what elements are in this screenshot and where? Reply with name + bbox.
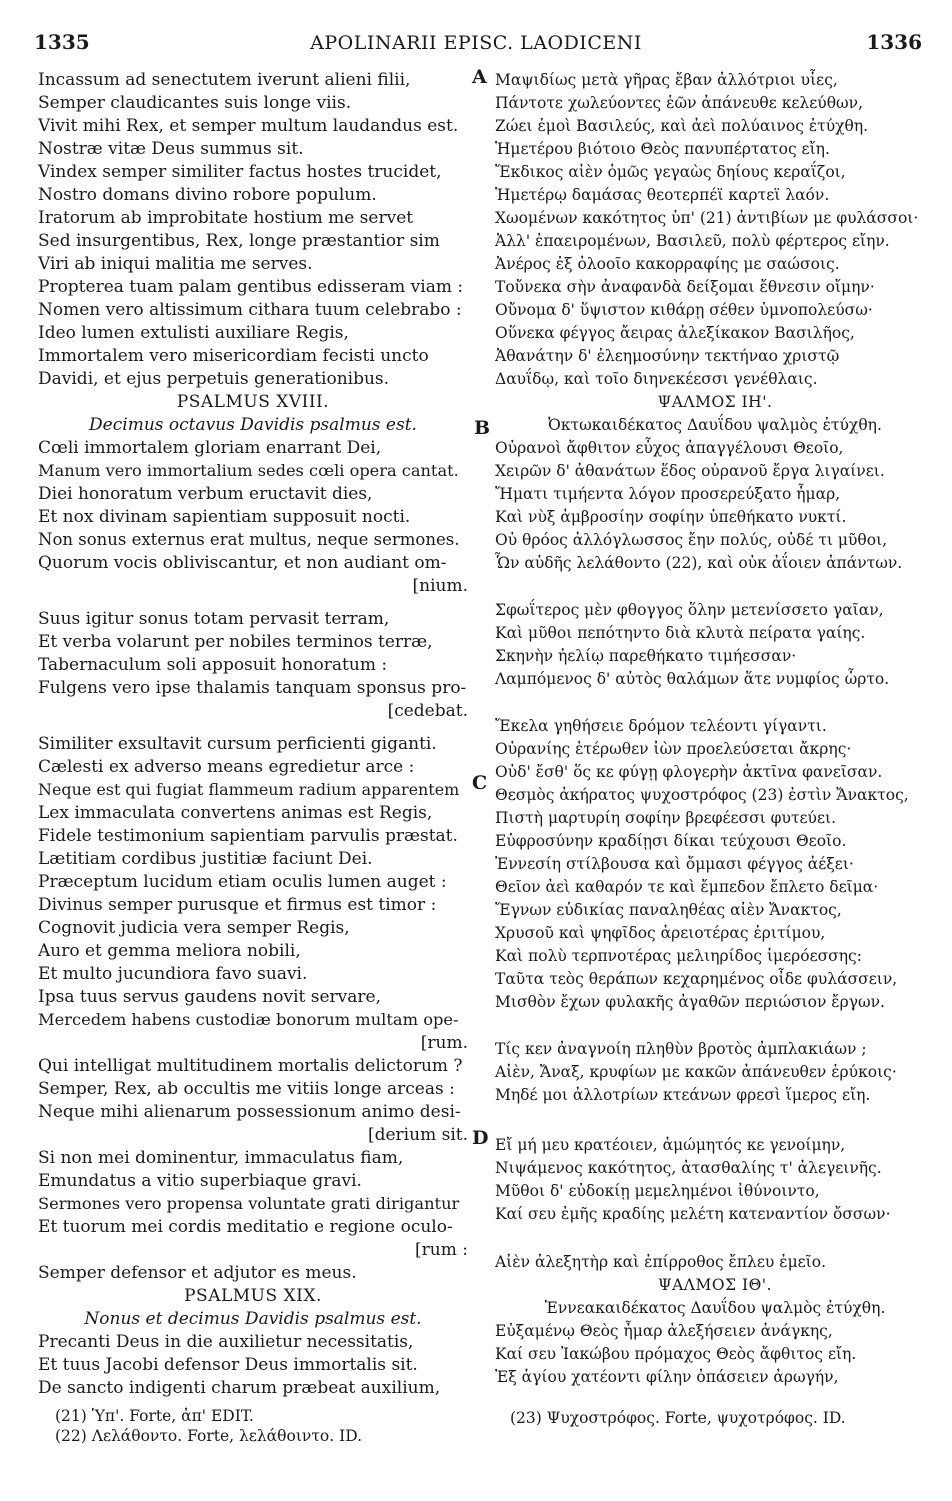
latin-line: Cognovit judicia vera semper Regis, bbox=[38, 918, 350, 938]
greek-line: Εὐφροσύνην κραδίῃσι δίκαι τεύχουσι Θεοῖο. bbox=[495, 832, 847, 850]
latin-line: De sancto indigenti charum præbeat auxilium, bbox=[38, 1378, 441, 1398]
greek-line: Σκηνὴν ἠελίῳ παρεθήκατο τιμήεσσαν· bbox=[495, 647, 797, 665]
greek-line: Ἤματι τιμήεντα λόγον προσερεύξατο ἦμαρ, bbox=[495, 485, 841, 503]
latin-line: Vivit mihi Rex, et semper multum laudandus est. bbox=[38, 116, 459, 136]
greek-line: Ἀθανάτην δ' ἐλεημοσύνην τεκτήναο χριστῷ bbox=[495, 347, 840, 365]
latin-line: Lætitiam cordibus justitiæ faciunt Dei. bbox=[38, 849, 373, 869]
greek-line: Οὔνομα δ' ὕψιστον κιθάρῃ σέθεν ὑμνοπολεύσω· bbox=[495, 301, 873, 319]
latin-line: Et tuorum mei cordis meditatio e regione oculo- bbox=[38, 1217, 453, 1237]
greek-line: Ἔκδικος αἰὲν ὁμῶς γεγαὼς δηίους κεραΐζοι, bbox=[495, 163, 846, 181]
latin-line: Quorum vocis obliviscantur, et non audiant om- bbox=[38, 553, 447, 573]
greek-line: Τοὔνεκα σὴν ἀναφανδὰ δείξομαι ἔθνεσιν οἴμην· bbox=[495, 278, 875, 296]
greek-line: Θεσμὸς ἀκήρατος ψυχοστρόφος (23) ἐστὶν Ἄνακτος, bbox=[495, 786, 909, 804]
greek-line: Ἔκελα γηθήσειε δρόμον τελέοντι γίγαντι. bbox=[495, 717, 827, 735]
greek-line: Καί σευ Ἰακώβου πρόμαχος Θεὸς ἄφθιτος εἴη. bbox=[495, 1345, 857, 1363]
page-number-left: 1335 bbox=[34, 30, 90, 54]
footnote-21: (21) Ὑπ'. Forte, ἀπ' EDIT. bbox=[55, 1407, 254, 1425]
greek-line: Μισθὸν ἔχων φυλακῆς ἀγαθῶν περιώσιον ἔργων. bbox=[495, 993, 885, 1011]
greek-line: Ὀκτωκαιδέκατος Δαυΐδου ψαλμὸς ἐτύχθη. bbox=[548, 416, 882, 434]
greek-line: Δαυΐδῳ, καὶ τοῖο διηνεκέεσσι γενέθλαις. bbox=[495, 370, 818, 388]
margin-marker: B bbox=[474, 417, 491, 439]
running-title: APOLINARII EPISC. LAODICENI bbox=[310, 32, 642, 54]
greek-line: Ἀλλ' ἐπαειρομένων, Βασιλεῦ, πολὺ φέρτερος εἴην. bbox=[495, 232, 890, 250]
latin-line: Precanti Deus in die auxilietur necessitatis, bbox=[38, 1332, 414, 1352]
latin-line: Vindex semper similiter factus hostes trucidet, bbox=[38, 162, 442, 182]
latin-line: Nonus et decimus Davidis psalmus est. bbox=[84, 1309, 422, 1329]
greek-line: Εὐξαμένῳ Θεὸς ἦμαρ ἀλεξήσειεν ἀνάγκης, bbox=[495, 1322, 833, 1340]
greek-line: Καὶ νὺξ ἀμβροσίην σοφίην ὑπεθήκατο νυκτί. bbox=[495, 508, 847, 526]
greek-line: Πιστὴ μαρτυρίη σοφίην βρεφέεσσι φυτεύει. bbox=[495, 809, 837, 827]
latin-line: Davidi, et ejus perpetuis generationibus. bbox=[38, 369, 390, 389]
latin-line: Propterea tuam palam gentibus edisseram viam : bbox=[38, 277, 464, 297]
latin-line: Lex immaculata convertens animas est Regis, bbox=[38, 803, 433, 823]
greek-line: Λαμπόμενος δ' αὐτὸς θαλάμων ἅτε νυμφίος ὦρτο. bbox=[495, 670, 890, 688]
latin-line: Semper, Rex, ab occultis me vitiis longe arceas : bbox=[38, 1079, 455, 1099]
latin-line: Fulgens vero ipse thalamis tanquam sponsus pro- bbox=[38, 678, 467, 698]
greek-line: Καί σευ ἐμῆς κραδίης μελέτη κατεναντίον ὄσσων· bbox=[495, 1205, 891, 1223]
latin-line: Et multo jucundiora favo suavi. bbox=[38, 964, 308, 984]
latin-line: Et verba volarunt per nobiles terminos terræ, bbox=[38, 632, 433, 652]
latin-line: Similiter exsultavit cursum perficienti giganti. bbox=[38, 734, 437, 754]
greek-line: Οὐρανίης ἑτέρωθεν ἰὼν προελεύσεται ἄκρης· bbox=[495, 740, 852, 758]
latin-line: Et tuus Jacobi defensor Deus immortalis sit. bbox=[38, 1355, 418, 1375]
latin-line: Decimus octavus Davidis psalmus est. bbox=[89, 415, 417, 435]
latin-line: Præceptum lucidum etiam oculis lumen auget : bbox=[38, 872, 447, 892]
latin-line: Nomen vero altissimum cithara tuum celebrabo : bbox=[38, 300, 462, 320]
latin-line: Et nox divinam sapientiam supposuit nocti. bbox=[38, 507, 411, 527]
latin-line: Cœli immortalem gloriam enarrant Dei, bbox=[38, 438, 382, 458]
margin-marker: C bbox=[472, 772, 488, 794]
greek-line: Ἐξ ἁγίου χατέοντι φίλην ὀπάσειεν ἀρωγήν, bbox=[495, 1368, 839, 1386]
footnote-22: (22) Λελάθοντο. Forte, λελάθοιντο. ID. bbox=[55, 1427, 363, 1445]
margin-marker: A bbox=[472, 66, 487, 88]
greek-line: Τίς κεν ἀναγνοίη πληθὺν βροτὸς ἀμπλακιάων ; bbox=[495, 1040, 867, 1058]
greek-line: Ταῦτα τεὸς θεράπων κεχαρημένος οἶδε φυλάσσειν, bbox=[495, 970, 898, 988]
latin-line: Manum vero immortalium sedes cœli opera cantat. bbox=[38, 461, 459, 480]
greek-line: Ζώει ἐμοὶ Βασιλεύς, καὶ ἀεὶ πολύαινος ἐτύχθη. bbox=[495, 117, 869, 135]
greek-line: Μαψιδίως μετὰ γῆρας ἔβαν ἀλλότριοι υἷες, bbox=[495, 71, 838, 89]
greek-line: Αἰὲν, Ἄναξ, κρυφίων με κακῶν ἀπάνευθεν ἐρύκοις· bbox=[495, 1063, 897, 1081]
latin-line: PSALMUS XIX. bbox=[184, 1286, 322, 1306]
latin-line: Nostro domans divino robore populum. bbox=[38, 185, 377, 205]
greek-line: Οὐδ' ἔσθ' ὅς κε φύγῃ φλογερὴν ἀκτῖνα φανεῖσαν. bbox=[495, 763, 883, 781]
greek-line: Νιψάμενος κακότητος, ἀτασθαλίης τ' ἀλεγεινῆς. bbox=[495, 1159, 882, 1177]
latin-line: Ideo lumen extulisti auxiliare Regis, bbox=[38, 323, 349, 343]
latin-line: [rum : bbox=[415, 1240, 468, 1260]
latin-line: Mercedem habens custodiæ bonorum multam ope- bbox=[38, 1010, 459, 1029]
latin-line: Emundatus a vitio superbiaque gravi. bbox=[38, 1171, 362, 1191]
greek-line: Σφωΐτερος μὲν φθογγος ὅλην μετενίσσετο γαῖαν, bbox=[495, 601, 884, 619]
latin-line: Tabernaculum soli apposuit honoratum : bbox=[38, 655, 388, 675]
latin-line: Diei honoratum verbum eructavit dies, bbox=[38, 484, 373, 504]
greek-line: Θεῖον ἀεὶ καθαρόν τε καὶ ἔμπεδον ἔπλετο δεῖμα· bbox=[495, 878, 879, 896]
greek-line: Ἐννεσίη στίλβουσα καὶ ὄμμασι φέγγος ἀέξει· bbox=[495, 855, 854, 873]
greek-line: Οὐ θρόος ἀλλόγλωσσος ἔην πολύς, οὐδέ τι μῦθοι, bbox=[495, 531, 888, 549]
greek-line: Καὶ πολὺ τερπνοτέρας μελιηρίδος ἱμερόεσσης: bbox=[495, 947, 862, 965]
greek-line: Καὶ μῦθοι πεπότηντο διὰ κλυτὰ πείρατα γαίης. bbox=[495, 624, 866, 642]
latin-line: Si non mei dominentur, immaculatus fiam, bbox=[38, 1148, 404, 1168]
latin-line: Fidele testimonium sapientiam parvulis præstat. bbox=[38, 826, 458, 846]
greek-line: ΨΑΛΜΟΣ ΙΘ'. bbox=[658, 1276, 772, 1294]
latin-line: Sed insurgentibus, Rex, longe præstantior sim bbox=[38, 231, 440, 251]
latin-line: Iratorum ab improbitate hostium me servet bbox=[38, 208, 414, 228]
greek-line: Μηδέ μοι ἀλλοτρίων κτεάνων φρεσὶ ἵμερος εἴη. bbox=[495, 1086, 871, 1104]
latin-line: Nostræ vitæ Deus summus sit. bbox=[38, 139, 304, 159]
latin-line: [derium sit. bbox=[367, 1125, 468, 1145]
margin-marker: D bbox=[472, 1127, 489, 1149]
latin-line: Incassum ad senectutem iverunt alieni filii, bbox=[38, 70, 411, 90]
greek-line: Χρυσοῦ καὶ ψηφῖδος ἀρειοτέρας ἐριτίμου, bbox=[495, 924, 826, 942]
greek-line: Αἰὲν ἀλεξητὴρ καὶ ἐπίρροθος ἔπλευ ἐμεῖο. bbox=[495, 1253, 827, 1271]
latin-line: Viri ab iniqui malitia me serves. bbox=[38, 254, 313, 274]
greek-line: Μῦθοι δ' εὐδοκίῃ μεμελημένοι ἰθύνοιντο, bbox=[495, 1182, 820, 1200]
greek-line: Εἴ μή μευ κρατέοιεν, ἀμώμητός κε γενοίμην, bbox=[495, 1136, 846, 1154]
greek-line: Οὐρανοὶ ἄφθιτον εὖχος ἀπαγγέλουσι Θεοῖο, bbox=[495, 439, 844, 457]
greek-line: Χωομένων κακότητος ὑπ' (21) ἀντιβίων με φυλάσσοι· bbox=[495, 209, 919, 227]
latin-line: Sermones vero propensa voluntate grati dirigantur bbox=[38, 1194, 460, 1213]
latin-line: Semper defensor et adjutor es meus. bbox=[38, 1263, 357, 1283]
latin-line: Qui intelligat multitudinem mortalis delictorum ? bbox=[38, 1056, 463, 1076]
footnote-23: (23) Ψυχοστρόφος. Forte, ψυχοτρόφος. ID. bbox=[510, 1409, 846, 1427]
greek-line: Ἔγνων εὐδικίας παναληθέας αἰὲν Ἄνακτος, bbox=[495, 901, 842, 919]
latin-line: Neque mihi alienarum possessionum animo desi- bbox=[38, 1102, 461, 1122]
greek-line: Πάντοτε χωλεύοντες ἑῶν ἀπάνευθε κελεύθων, bbox=[495, 94, 864, 112]
greek-line: Ἡμετέρῳ δαμάσας θεοτερπέϊ καρτεϊ λαόν. bbox=[495, 186, 830, 204]
greek-line: Ἡμετέρου βιότοιο Θεὸς πανυπέρτατος εἴη. bbox=[495, 140, 830, 158]
greek-line: Χειρῶν δ' ἀθανάτων ἕδος οὐρανοῦ ἔργα λιγαίνει. bbox=[495, 462, 885, 480]
greek-line: Οὕνεκα φέγγος ἄειρας ἀλεξίκακον Βασιλῆος, bbox=[495, 324, 855, 342]
latin-line: Ipsa tuus servus gaudens novit servare, bbox=[38, 987, 381, 1007]
latin-line: [nium. bbox=[412, 576, 468, 596]
page-number-right: 1336 bbox=[866, 30, 922, 54]
latin-line: Semper claudicantes suis longe viis. bbox=[38, 93, 352, 113]
latin-line: [cedebat. bbox=[387, 701, 468, 721]
greek-line: Ἐννεακαιδέκατος Δαυΐδου ψαλμὸς ἐτύχθη. bbox=[544, 1299, 886, 1317]
latin-line: Immortalem vero misericordiam fecisti uncto bbox=[38, 346, 429, 366]
running-header bbox=[30, 30, 922, 62]
latin-line: Divinus semper purusque et firmus est timor : bbox=[38, 895, 437, 915]
greek-line: Ὧν αὐδῆς λελάθοντο (22), καὶ οὐκ ἀΐοιεν ἁπάντων. bbox=[495, 554, 903, 572]
latin-line: Cælesti ex adverso means egredietur arce : bbox=[38, 757, 415, 777]
latin-line: Neque est qui fugiat flammeum radium apparentem bbox=[38, 780, 460, 799]
greek-line: Ἀνέρος ἐξ ὀλοοῖο κακορραφίης με σαώσοις. bbox=[495, 255, 840, 273]
greek-line: ΨΑΛΜΟΣ ΙΗ'. bbox=[657, 393, 773, 411]
latin-line: Auro et gemma meliora nobili, bbox=[38, 941, 301, 961]
latin-line: [rum. bbox=[420, 1033, 468, 1053]
latin-line: PSALMUS XVIII. bbox=[176, 392, 330, 412]
latin-line: Suus igitur sonus totam pervasit terram, bbox=[38, 609, 390, 629]
latin-line: Non sonus externus erat multus, neque sermones. bbox=[38, 530, 460, 549]
